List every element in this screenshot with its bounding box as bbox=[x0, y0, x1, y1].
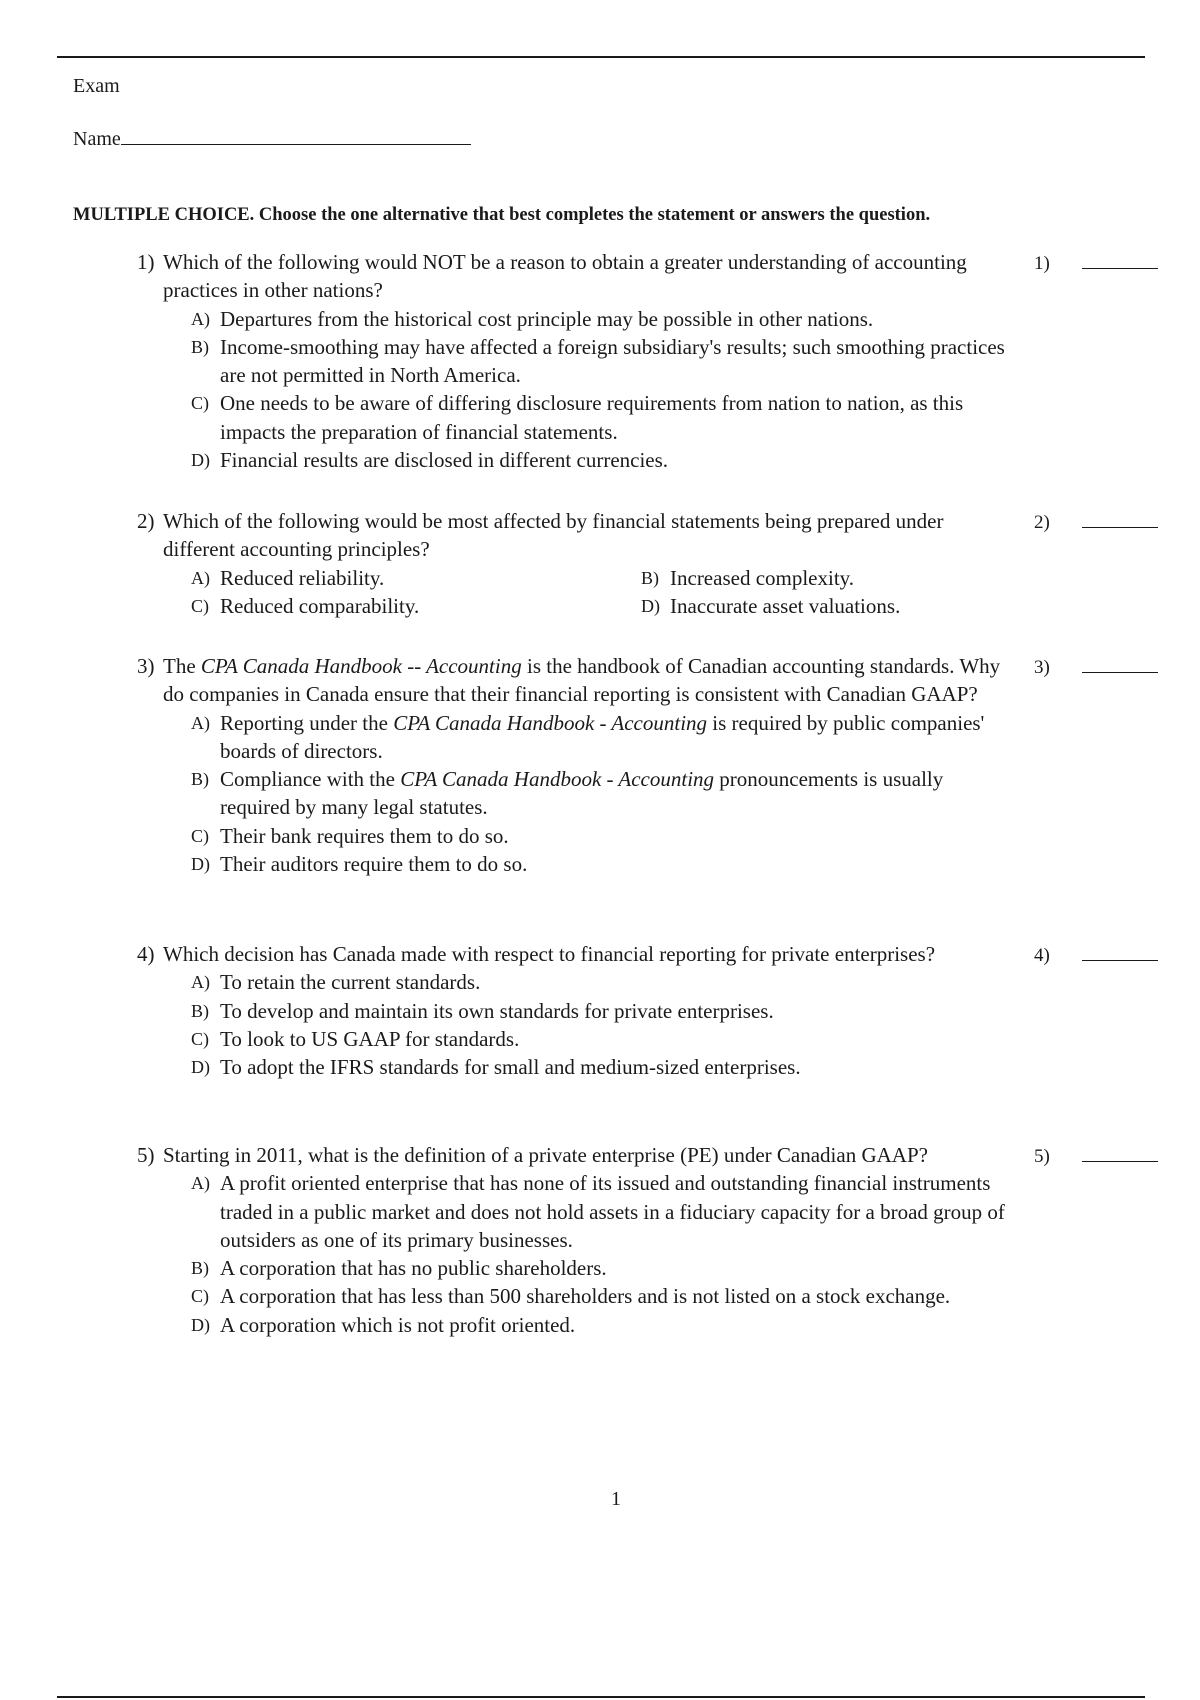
answer-slot-3[interactable] bbox=[1034, 652, 1170, 682]
option-b[interactable] bbox=[191, 1254, 1007, 1282]
option-text: A corporation which is not profit oriented. bbox=[220, 1312, 576, 1337]
question-number: 3) bbox=[137, 654, 155, 678]
name-blank[interactable] bbox=[121, 126, 471, 145]
option-text: A corporation that has no public shareholders. bbox=[220, 1256, 607, 1281]
option-b[interactable] bbox=[191, 765, 1007, 822]
option-d[interactable] bbox=[191, 850, 1007, 878]
option-letter: A) bbox=[191, 308, 210, 329]
option-letter: C) bbox=[191, 1028, 209, 1049]
question-number: 4) bbox=[137, 942, 155, 966]
option-letter: D) bbox=[641, 595, 660, 616]
question-text: Which of the following would NOT be a reason to obtain a greater understanding of accounting practices in other nations? bbox=[163, 250, 967, 303]
question-stem bbox=[137, 248, 1007, 305]
option-a[interactable] bbox=[191, 968, 1007, 996]
question-text: Which decision has Canada made with respect to financial reporting for private enterprises? bbox=[163, 942, 936, 966]
exam-label: Exam bbox=[73, 75, 120, 97]
option-text: To adopt the IFRS standards for small and medium-sized enterprises. bbox=[220, 1055, 801, 1080]
handbook-title: CPA Canada Handbook - Accounting bbox=[393, 710, 708, 735]
option-text-pre: Reporting under the bbox=[220, 710, 394, 735]
option-text: Financial results are disclosed in different currencies. bbox=[220, 448, 669, 473]
answer-slot-4[interactable] bbox=[1034, 940, 1170, 970]
question-number: 2) bbox=[137, 509, 155, 533]
options bbox=[137, 305, 1007, 475]
option-text: Departures from the historical cost principle may be possible in other nations. bbox=[220, 306, 874, 331]
option-c[interactable] bbox=[191, 1025, 1007, 1053]
option-text: Income-smoothing may have affected a foreign subsidiary's results; such smoothing practices are not permitted in North America. bbox=[220, 334, 1005, 388]
option-letter: C) bbox=[191, 1286, 209, 1307]
option-text: A profit oriented enterprise that has none of its issued and outstanding financial instruments traded in a public market and does not hold assets in a fiduciary capacity for a broad group of outsiders as one of its primary businesses. bbox=[220, 1171, 1005, 1252]
option-text: Increased complexity. bbox=[670, 565, 855, 590]
question-stem bbox=[137, 940, 1007, 968]
option-letter: B) bbox=[641, 567, 659, 588]
option-letter: C) bbox=[191, 595, 209, 616]
answer-label: 1) bbox=[1034, 253, 1050, 274]
option-text-pre: Compliance with the bbox=[220, 767, 401, 792]
options bbox=[137, 1169, 1007, 1339]
page-number: 1 bbox=[611, 1488, 621, 1510]
option-a[interactable] bbox=[191, 1169, 1007, 1254]
name-label: Name bbox=[73, 128, 121, 150]
option-b[interactable] bbox=[641, 564, 1011, 592]
answer-blank[interactable] bbox=[1082, 1145, 1158, 1162]
option-letter: D) bbox=[191, 450, 210, 471]
option-text: Inaccurate asset valuations. bbox=[670, 593, 901, 618]
option-text: To develop and maintain its own standards for private enterprises. bbox=[220, 998, 774, 1023]
option-c[interactable] bbox=[191, 592, 641, 620]
option-text: One needs to be aware of differing disclosure requirements from nation to nation, as this impacts the preparation of financial statements. bbox=[220, 391, 964, 444]
option-d[interactable] bbox=[641, 592, 1011, 620]
name-line bbox=[73, 126, 471, 151]
option-text: Their auditors require them to do so. bbox=[220, 852, 528, 877]
question-stem bbox=[137, 652, 1007, 709]
option-c[interactable] bbox=[191, 389, 1007, 446]
question-number: 5) bbox=[137, 1143, 155, 1167]
option-letter: D) bbox=[191, 1057, 210, 1078]
question-4 bbox=[137, 940, 1050, 1081]
option-letter: C) bbox=[191, 393, 209, 414]
option-a[interactable] bbox=[191, 709, 1007, 766]
answer-blank[interactable] bbox=[1082, 511, 1158, 528]
option-b[interactable] bbox=[191, 997, 1007, 1025]
option-c[interactable] bbox=[191, 1282, 1007, 1310]
option-letter: C) bbox=[191, 825, 209, 846]
question-3 bbox=[137, 652, 1050, 878]
question-stem bbox=[137, 1141, 1007, 1169]
handbook-title: CPA Canada Handbook - Accounting bbox=[400, 767, 715, 792]
option-d[interactable] bbox=[191, 446, 1007, 474]
option-text: Reduced comparability. bbox=[220, 593, 420, 618]
question-text: Which of the following would be most affected by financial statements being prepared under different accounting principles? bbox=[163, 509, 944, 562]
top-rule bbox=[57, 56, 1145, 58]
instructions: MULTIPLE CHOICE. Choose the one alternative that best completes the statement or answers the question. bbox=[73, 205, 931, 225]
options bbox=[137, 709, 1007, 879]
option-b[interactable] bbox=[191, 333, 1007, 390]
bottom-rule bbox=[57, 1696, 1145, 1698]
answer-blank[interactable] bbox=[1082, 656, 1158, 673]
question-text: Starting in 2011, what is the definition of a private enterprise (PE) under Canadian GAAP? bbox=[163, 1143, 928, 1167]
answer-label: 3) bbox=[1034, 657, 1050, 678]
question-1 bbox=[137, 248, 1050, 474]
option-c[interactable] bbox=[191, 822, 1007, 850]
answer-label: 2) bbox=[1034, 512, 1050, 533]
handbook-title: CPA Canada Handbook -- Accounting bbox=[200, 654, 522, 678]
option-text: To retain the current standards. bbox=[220, 970, 481, 995]
option-letter: B) bbox=[191, 1000, 209, 1021]
option-text: A corporation that has less than 500 shareholders and is not listed on a stock exchange. bbox=[220, 1284, 951, 1309]
option-letter: D) bbox=[191, 1314, 210, 1335]
option-letter: A) bbox=[191, 567, 210, 588]
option-d[interactable] bbox=[191, 1311, 1007, 1339]
answer-blank[interactable] bbox=[1082, 944, 1158, 961]
answer-label: 5) bbox=[1034, 1146, 1050, 1167]
option-a[interactable] bbox=[191, 564, 641, 592]
option-letter: A) bbox=[191, 712, 210, 733]
option-letter: B) bbox=[191, 769, 209, 790]
options bbox=[137, 968, 1007, 1081]
option-text: To look to US GAAP for standards. bbox=[220, 1026, 520, 1051]
question-number: 1) bbox=[137, 250, 155, 274]
question-2 bbox=[137, 507, 1050, 620]
answer-label: 4) bbox=[1034, 945, 1050, 966]
option-text: Their bank requires them to do so. bbox=[220, 823, 509, 848]
answer-blank[interactable] bbox=[1082, 252, 1158, 269]
options bbox=[137, 564, 1007, 621]
question-text-pre: The bbox=[163, 654, 201, 678]
option-letter: A) bbox=[191, 1173, 210, 1194]
option-letter: B) bbox=[191, 1258, 209, 1279]
option-a[interactable] bbox=[191, 305, 1007, 333]
answer-slot-2[interactable] bbox=[1034, 507, 1170, 537]
option-text: Reduced reliability. bbox=[220, 565, 385, 590]
option-letter: A) bbox=[191, 972, 210, 993]
question-5 bbox=[137, 1141, 1050, 1339]
option-letter: D) bbox=[191, 854, 210, 875]
option-letter: B) bbox=[191, 336, 209, 357]
option-text-post: is required by public companies' boards of directors. bbox=[220, 710, 985, 763]
question-text-post: is the handbook of Canadian accounting standards. Why do companies in Canada ensure that their financial reporting is consistent with Canadian GAAP? bbox=[163, 654, 1001, 707]
option-d[interactable] bbox=[191, 1053, 1007, 1081]
question-stem bbox=[137, 507, 1007, 564]
option-text-post: pronouncements is usually required by many legal statutes. bbox=[220, 767, 944, 820]
answer-slot-1[interactable] bbox=[1034, 248, 1170, 278]
answer-slot-5[interactable] bbox=[1034, 1141, 1170, 1171]
